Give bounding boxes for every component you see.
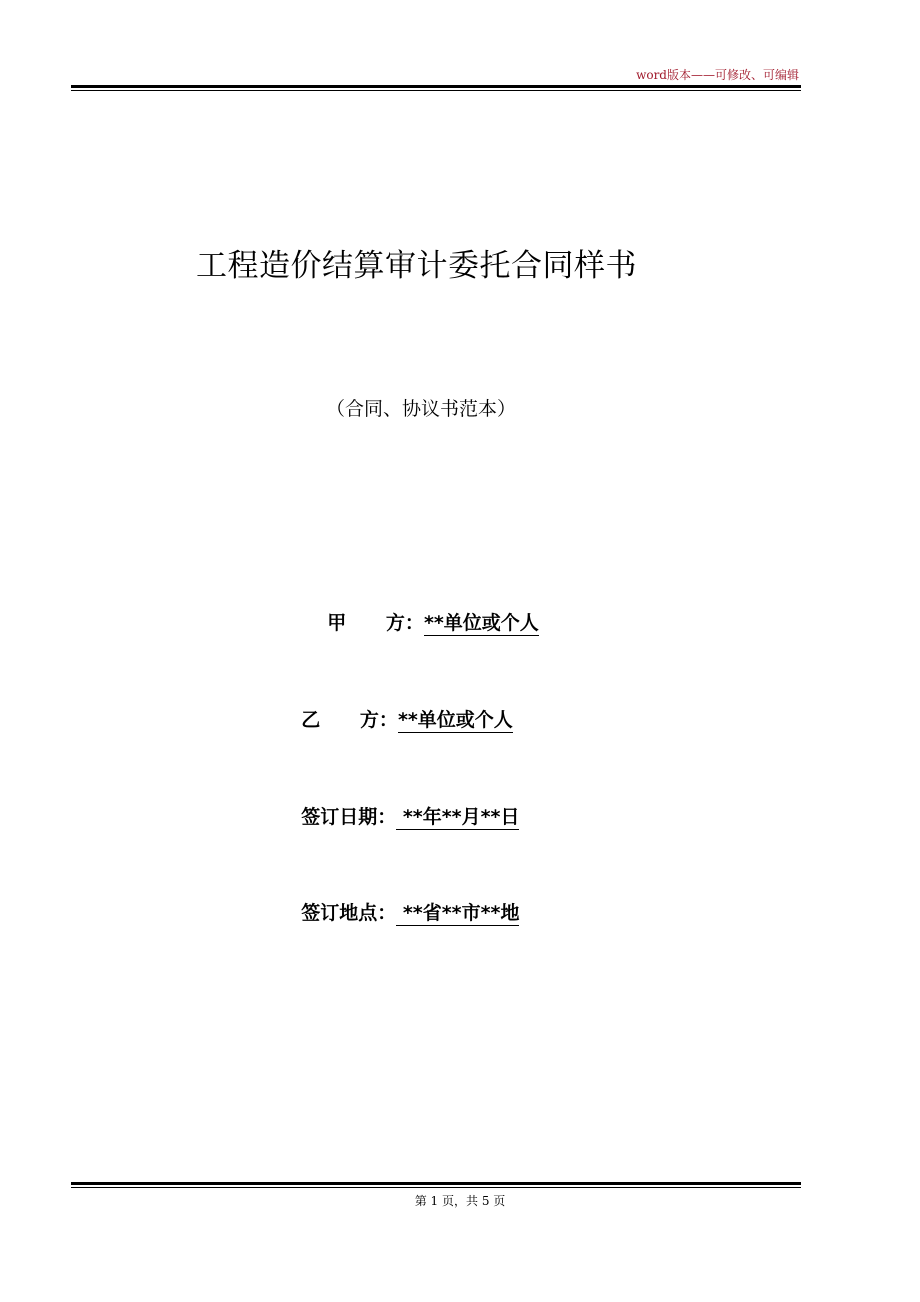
party-b-value: **单位或个人 [397, 709, 513, 731]
sign-date-value: **年**月**日 [396, 806, 520, 828]
party-b-label: 乙 方： [301, 709, 398, 731]
sign-place-field [288, 876, 519, 925]
header-rule [71, 85, 801, 88]
footer-rule [71, 1182, 801, 1185]
footer-rule-thin [71, 1187, 801, 1188]
sign-place-label: 签订地点： [301, 902, 397, 924]
sign-date-label: 签订日期： [301, 806, 397, 828]
party-b-field [288, 683, 513, 732]
header-rule-thin [71, 90, 801, 91]
document-subtitle: （合同、协议书范本） [326, 398, 517, 420]
document-title: 工程造价结算审计委托合同样书 [196, 248, 637, 284]
party-a-value: **单位或个人 [423, 612, 539, 634]
header-note: word版本——可修改、可编辑 [636, 68, 799, 82]
party-a-field [314, 586, 539, 635]
sign-date-field [288, 780, 519, 829]
page-number: 第 1 页，共 5 页 [414, 1194, 506, 1208]
sign-place-value: **省**市**地 [396, 902, 520, 924]
party-a-label: 甲 方： [327, 612, 424, 634]
